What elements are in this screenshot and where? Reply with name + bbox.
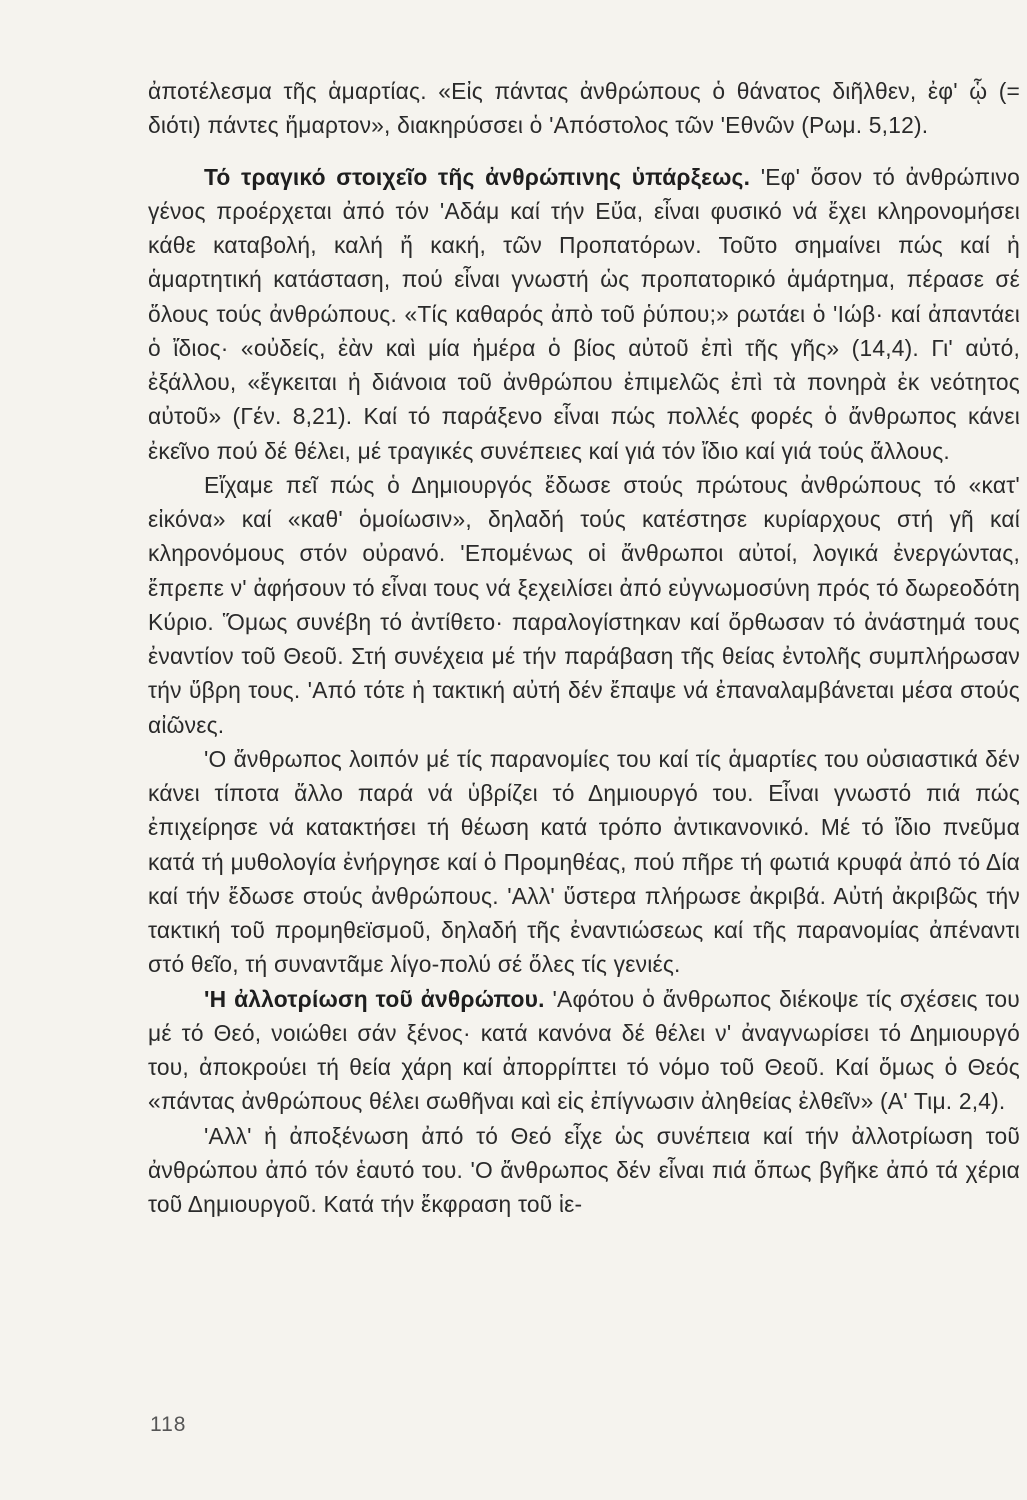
section-heading-alienation: 'Η ἀλλοτρίωση τοῦ ἀνθρώπου. xyxy=(204,985,545,1012)
paragraph-4 xyxy=(148,742,1020,982)
section-heading-tragic-element: Τό τραγικό στοιχεῖο τῆς ἀνθρώπινης ὑπάρξεως. xyxy=(204,163,751,190)
paragraph-6-text: 'Αλλ' ἡ ἀποξένωση ἀπό τό Θεό εἶχε ὡς συνέπεια καί τήν ἀλλοτρίωση τοῦ ἀνθρώπου ἀπό τόν ἑαυτό του. 'Ο ἄνθρωπος δέν εἶναι πιά ὅπως βγῆκε ἀπό τά χέρια τοῦ Δημιουργοῦ. Κατά τήν ἔκφραση τοῦ ἱε- xyxy=(148,1122,1020,1217)
paragraph-5 xyxy=(148,982,1020,1119)
paragraph-2 xyxy=(148,160,1020,468)
paragraph-3 xyxy=(148,468,1020,742)
paragraph-5-text: 'Αφότου ὁ ἄνθρωπος διέκοψε τίς σχέσεις του μέ τό Θεό, νοιώθει σάν ξένος· κατά κανόνα δέ θέλει ν' ἀναγνωρίσει τό Δημιουργό του, ἀποκρούει τή θεία χάρη καί ἀπορρίπτει τό νόμο τοῦ Θεοῦ. Καί ὅμως ὁ Θεός «πάντας ἀνθρώπους θέλει σωθῆναι καὶ εἰς ἐπίγνωσιν ἀληθείας ἐλθεῖν» (Α' Τιμ. 2,4). xyxy=(148,985,1020,1115)
paragraph-4-text: 'Ο ἄνθρωπος λοιπόν μέ τίς παρανομίες του καί τίς ἁμαρτίες του οὐσιαστικά δέν κάνει τίποτα ἄλλο παρά νά ὑβρίζει τό Δημιουργό του. Εἶναι γνωστό πιά πώς ἐπιχείρησε νά κατακτήσει τή θέωση κατά τρόπο ἀντικανονικό. Μέ τό ἴδιο πνεῦμα κατά τή μυθολογία ἐνήργησε καί ὁ Προμηθέας, πού πῆρε τή φωτιά κρυφά ἀπό τό Δία καί τήν ἔδωσε στούς ἀνθρώπους. 'Αλλ' ὕστερα πλήρωσε ἀκριβά. Αὐτή ἀκριβῶς τήν τακτική τοῦ προμηθεϊσμοῦ, δηλαδή τῆς ἐναντιώσεως καί τῆς παρανομίας ἀπέναντι στό θεῖο, τή συναντᾶμε λίγο-πολύ σέ ὅλες τίς γενιές. xyxy=(148,745,1020,978)
paragraph-1 xyxy=(148,74,1020,143)
paragraph-3-text: Εἴχαμε πεῖ πώς ὁ Δημιουργός ἔδωσε στούς πρώτους ἀνθρώπους τό «κατ' εἰκόνα» καί «καθ' ὁμοίωσιν», δηλαδή τούς κατέστησε κυρίαρχους στή γῆ καί κληρονόμους στόν οὐρανό. 'Επομένως οἱ ἄνθρωποι αὐτοί, λογικά ἐνεργώντας, ἔπρεπε ν' ἀφήσουν τό εἶναι τους νά ξεχειλίσει ἀπό εὐγνωμοσύνη πρός τό δωρεοδότη Κύριο. Ὅμως συνέβη τό ἀντίθετο· παραλογίστηκαν καί ὄρθωσαν τό ἀνάστημά τους ἐναντίον τοῦ Θεοῦ. Στή συνέχεια μέ τήν παράβαση τῆς θείας ἐντολῆς συμπλήρωσαν τήν ὕβρη τους. 'Από τότε ἡ τακτική αὐτή δέν ἔπαψε νά ἐπαναλαμβάνεται μέσα στούς αἰῶνες. xyxy=(148,471,1020,738)
body-text xyxy=(148,74,1020,1221)
paragraph-1-text: ἀποτέλεσμα τῆς ἁμαρτίας. «Εἰς πάντας ἀνθρώπους ὁ θάνατος διῆλθεν, ἐφ' ᾧ (= διότι) πάντες ἥμαρτον», διακηρύσσει ὁ 'Απόστολος τῶν 'Εθνῶν (Ρωμ. 5,12). xyxy=(148,78,1020,139)
paragraph-2-text: 'Εφ' ὅσον τό ἀνθρώπινο γένος προέρχεται ἀπό τόν 'Αδάμ καί τήν Εὔα, εἶναι φυσικό νά ἔχει κληρονομήσει κάθε καταβολή, καλή ἤ κακή, τῶν Προπατόρων. Τοῦτο σημαίνει πώς καί ἡ ἁμαρτητική κατάσταση, πού εἶναι γνωστή ὡς προπατορικό ἁμάρτημα, πέρασε σέ ὅλους τούς ἀνθρώπους. «Τίς καθαρός ἀπὸ τοῦ ῥύπου;» ρωτάει ὁ 'Ιώβ· καί ἀπαντάει ὁ ἴδιος· «οὐδείς, ἐὰν καὶ μία ἡμέρα ὁ βίος αὐτοῦ ἐπὶ τῆς γῆς» (14,4). Γι' αὐτό, ἐξάλλου, «ἔγκειται ἡ διάνοια τοῦ ἀνθρώπου ἐπιμελῶς ἐπὶ τὰ πονηρὰ ἐκ νεότητος αὐτοῦ» (Γέν. 8,21). Καί τό παράξενο εἶναι πώς πολλές φορές ὁ ἄνθρωπος κάνει ἐκεῖνο πού δέ θέλει, μέ τραγικές συνέπειες καί γιά τόν ἴδιο καί γιά τούς ἄλλους. xyxy=(148,163,1020,464)
page-number: 118 xyxy=(150,1413,187,1436)
paragraph-6 xyxy=(148,1119,1020,1222)
